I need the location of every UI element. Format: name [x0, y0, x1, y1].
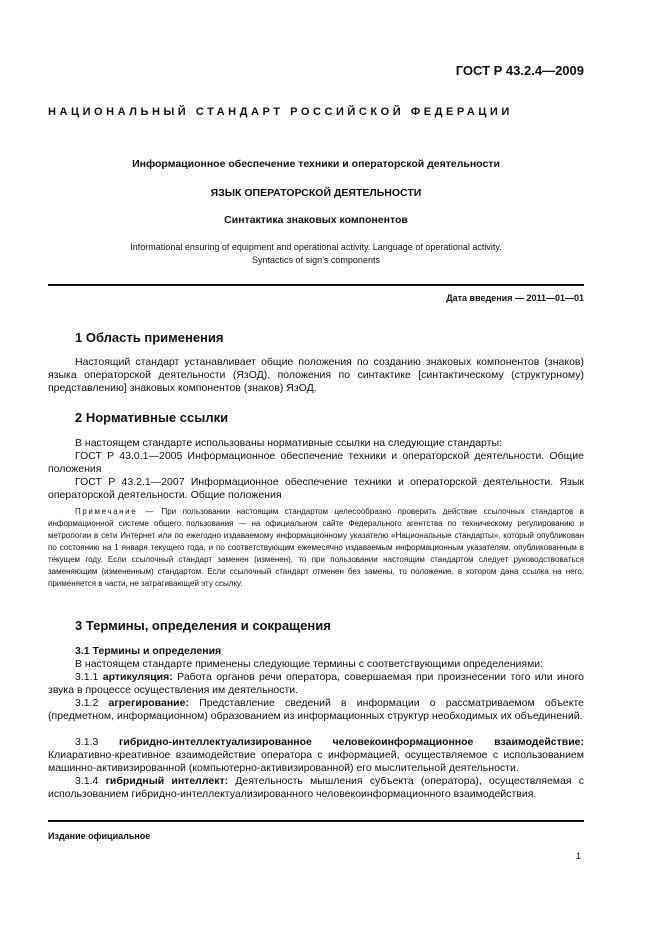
reference-1 — [48, 450, 584, 476]
reference-2 — [48, 476, 584, 502]
term-name: артикуляция: — [102, 671, 173, 683]
reference-2-text: ГОСТ Р 43.2.1—2007 Информационное обеспечение техники и операторской деятельности. Язык операторской деятельности. Общие положения — [48, 476, 584, 501]
term-definition: Работа органов речи оператора, совершаемая при произнесении того или иного звука в процессе осуществления им деятельности. — [48, 671, 585, 696]
national-standard-banner: НАЦИОНАЛЬНЫЙ СТАНДАРТ РОССИЙСКОЙ ФЕДЕРАЦИИ — [48, 106, 513, 118]
term-3-1-3 — [48, 736, 584, 775]
section-2-intro — [48, 437, 584, 450]
title-line-3: Синтактика знаковых компонентов — [224, 214, 408, 226]
section-3-heading: 3 Термины, определения и сокращения — [75, 618, 331, 633]
note-paragraph — [48, 506, 584, 590]
english-title — [48, 241, 584, 267]
english-title-line-1: Informational ensuring of equipment and operational activity. Language of operational activity. — [130, 242, 502, 252]
section-3-intro — [48, 658, 584, 671]
term-name: гибридный интеллект: — [105, 775, 229, 787]
term-number: 3.1.1 — [75, 671, 99, 683]
section-1-paragraph — [48, 356, 584, 395]
title-line-2: ЯЗЫК ОПЕРАТОРСКОЙ ДЕЯТЕЛЬНОСТИ — [210, 187, 422, 199]
term-definition: Клиаративно-креативное взаимодействие оператора с информацией, осуществляемое с использованием машинно-активизированной (компьютерно-активизированной) его мыслительной деятельности. — [48, 749, 584, 774]
section-1-text: Настоящий стандарт устанавливает общие положения по созданию знаковых компонентов (знаков) языка операторской деятельности (ЯзОД), положения по синтактике [синтактическому (структурному) представлению] знаковых компонентов (знаков) ЯзОД. — [48, 356, 584, 394]
document-code: ГОСТ Р 43.2.4—2009 — [455, 63, 584, 78]
term-3-1-2 — [48, 697, 584, 723]
term-number: 3.1.2 — [75, 697, 99, 709]
term-3-1-4 — [48, 775, 584, 801]
term-number: 3.1.3 — [75, 736, 99, 748]
term-name: агрегирование: — [108, 697, 189, 709]
footer-divider — [48, 820, 584, 822]
term-definition: Представление сведений в информации о рассматриваемом объекте (предметном, информационном) образованием из информационных структур необходимых их объединений. — [48, 697, 585, 722]
section-3-intro-text: В настоящем стандарте применены следующие термины с соответствующими определениями: — [75, 658, 544, 670]
section-2-intro-text: В настоящем стандарте использованы нормативные ссылки на следующие стандарты: — [75, 437, 502, 449]
term-name: гибридно-интеллектуализированное человекоинформационное взаимодействие: — [119, 736, 584, 748]
section-2-heading: 2 Нормативные ссылки — [75, 410, 229, 425]
introduction-date: Дата введения — 2011—01—01 — [446, 293, 584, 303]
subsection-3-1-heading — [48, 645, 584, 658]
term-3-1-1 — [48, 671, 584, 697]
section-1-heading: 1 Область применения — [75, 330, 224, 345]
title-line-1: Информационное обеспечение техники и операторской деятельности — [132, 158, 500, 170]
note-text: При пользовании настоящим стандартом целесообразно проверить действие ссылочных стандартов в информационной системе общего пользования — на официальном сайте Федерального агентства по техническому регулированию и метрологии в сети Интернет или по ежегодно издаваемому информационному указателю «Национальные стандарты», который опубликован по состоянию на 1 января текущего года, и по соответствующим ежемесячно издаваемым информационным указателям, опубликованным в текущем году. Если ссылочный стандарт заменен (изменен), то при пользовании настоящим стандартом следует руководствоваться заменяющим (измененным) стандартом. Если ссылочный стандарт отменен без замены, то положение, в котором дана ссылка на него, применяется в части, не затрагивающей эту ссылку. — [48, 507, 584, 588]
reference-1-text: ГОСТ Р 43.0.1—2005 Информационное обеспечение техники и операторской деятельности. Общие положения — [48, 450, 584, 475]
subsection-3-1-text: 3.1 Термины и определения — [75, 645, 222, 657]
term-number: 3.1.4 — [75, 775, 99, 787]
title-divider — [48, 284, 584, 286]
english-title-line-2: Syntactics of sign’s components — [252, 255, 380, 265]
term-definition: Деятельность мышления субъекта (оператора), осуществляемая с использованием гибридно-интеллектуализированного человекоинформационного взаимодействия. — [48, 775, 584, 800]
note-label: Примечание — — [75, 507, 155, 516]
official-edition-label: Издание официальное — [48, 831, 151, 841]
page-number: 1 — [575, 851, 581, 861]
